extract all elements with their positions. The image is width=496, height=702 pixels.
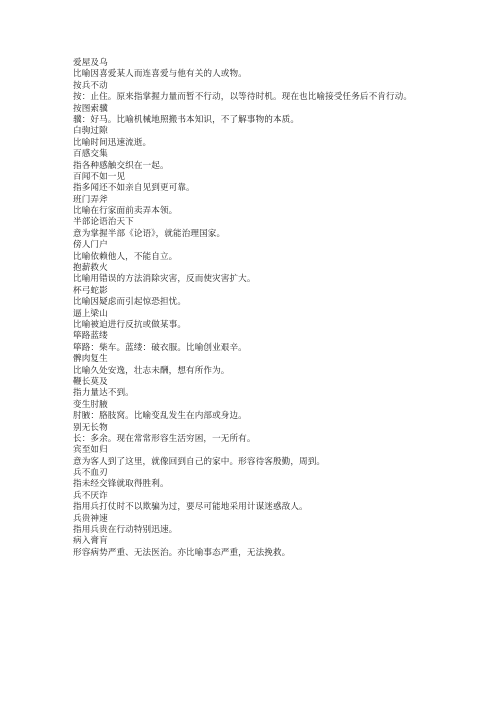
idiom-title: 百闻不如一见 (73, 171, 126, 182)
idiom-definition: 比喻用错误的方法消除灾害，反而使灾害扩大。 (73, 274, 256, 285)
idiom-definition: 指多闻还不如亲自见到更可靠。 (73, 183, 195, 194)
idiom-title: 班门弄斧 (73, 194, 108, 205)
idiom-title: 百感交集 (73, 149, 108, 160)
idiom-definition: 比喻在行家面前卖弄本领。 (73, 206, 178, 217)
idiom-title: 按图索骥 (73, 103, 108, 114)
idiom-definition: 骥：好马。比喻机械地照搬书本知识，不了解事物的本质。 (73, 114, 300, 125)
idiom-definition: 筚路：柴车。蓝缕：破衣服。比喻创业艰辛。 (73, 342, 247, 353)
idiom-title: 按兵不动 (73, 80, 108, 91)
idiom-title: 爱屋及乌 (73, 58, 108, 68)
idiom-definition: 肘腋：胳肢窝。比喻变乱发生在内部或身边。 (73, 411, 247, 422)
idiom-definition: 比喻因疑虑而引起惊恐担忧。 (73, 297, 187, 308)
idiom-definition: 长：多余。现在常常形容生活穷困，一无所有。 (73, 433, 256, 444)
idiom-title: 别无长物 (73, 422, 108, 433)
idiom-title: 病入膏肓 (73, 536, 108, 547)
idiom-title: 鞭长莫及 (73, 376, 108, 387)
idiom-definition: 指各种感触交织在一起。 (73, 160, 169, 171)
idiom-title: 半部论语治天下 (73, 217, 134, 228)
idiom-title: 髀肉复生 (73, 354, 108, 365)
idiom-definition: 按：止住。原来指掌握力量而暂不行动，以等待时机。现在也比喻接受任务后不肯行动。 (73, 92, 413, 103)
idiom-title: 筚路蓝缕 (73, 331, 108, 342)
idiom-definition: 指未经交锋就取得胜利。 (73, 479, 169, 490)
idiom-definition: 指用兵打仗时不以欺骗为过，要尽可能地采用计谋迷惑敌人。 (73, 502, 308, 513)
idiom-definition: 比喻因喜爱某人而连喜爱与他有关的人或物。 (73, 69, 247, 80)
idiom-title: 杯弓蛇影 (73, 285, 108, 296)
idiom-definition: 比喻时间迅速流逝。 (73, 137, 152, 148)
idiom-definition: 指用兵贵在行动特别迅速。 (73, 525, 178, 536)
idiom-list (73, 58, 483, 559)
idiom-definition: 比喻依赖他人，不能自立。 (73, 251, 178, 262)
idiom-definition: 意为客人到了这里，就像回到自己的家中。形容待客殷勤，周到。 (73, 456, 326, 467)
idiom-title: 逼上梁山 (73, 308, 108, 319)
idiom-title: 兵贵神速 (73, 513, 108, 524)
idiom-title: 变生肘腋 (73, 399, 108, 410)
idiom-title: 兵不血刃 (73, 468, 108, 479)
idiom-title: 白驹过隙 (73, 126, 108, 137)
idiom-title: 宾至如归 (73, 445, 108, 456)
idiom-title: 傍人门户 (73, 240, 108, 251)
idiom-definition: 意为掌握半部《论语》，就能治理国家。 (73, 228, 226, 239)
idiom-title: 兵不厌诈 (73, 490, 108, 501)
idiom-title: 抱薪救火 (73, 263, 108, 274)
idiom-definition: 比喻被迫进行反抗或做某事。 (73, 319, 187, 330)
idiom-definition: 指力量达不到。 (73, 388, 134, 399)
idiom-definition: 比喻久处安逸，壮志未酬，想有所作为。 (73, 365, 230, 376)
idiom-definition: 形容病势严重、无法医治。亦比喻事态严重，无法挽救。 (73, 547, 291, 558)
